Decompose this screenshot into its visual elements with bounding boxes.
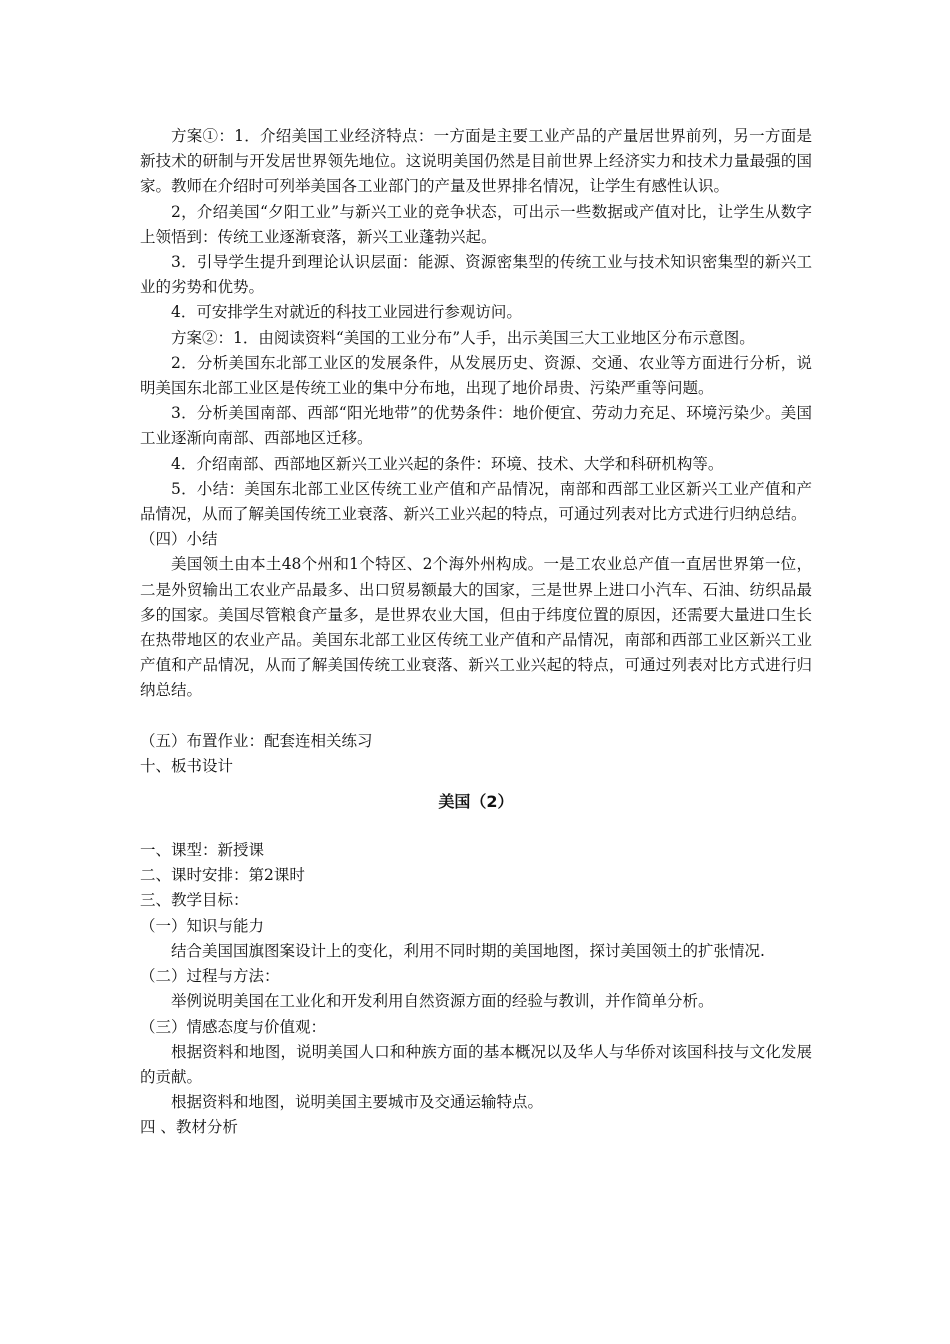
document-page (140, 124, 812, 1141)
plan-1-step-4: 4．可安排学生对就近的科技工业园进行参观访问。 (171, 303, 522, 322)
goal-2-text: 举例说明美国在工业化和开发利用自然资源方面的经验与教训，并作简单分析。 (171, 992, 714, 1011)
spacer (140, 704, 812, 729)
homework-line: （五）布置作业：配套连相关练习 (140, 731, 373, 750)
lesson-type: 一、课型：新授课 (140, 841, 265, 860)
goal-2-heading: （二）过程与方法： (140, 967, 280, 986)
plan-1-paragraph: 方案①：1．介绍美国工业经济特点：一方面是主要工业产品的产量居世界前列，另一方面是新技术的研制与开发居世界领先地位。这说明美国仍然是目前世界上经济实力和技术力量最强的国家。教师在介绍时可列举美国各工业部门的产量及世界排名情况，让学生有感性认识。 (140, 127, 812, 196)
goal-3-text-1: 根据资料和地图，说明美国人口和种族方面的基本概况以及华人与华侨对该国科技与文化发展的贡献。 (140, 1042, 812, 1086)
goal-3-text-2: 根据资料和地图，说明美国主要城市及交通运输特点。 (171, 1093, 544, 1112)
goal-1-text: 结合美国国旗图案设计上的变化，利用不同时期的美国地图，探讨美国领土的扩张情况. (171, 941, 765, 960)
lesson-hours: 二、课时安排：第2课时 (140, 866, 305, 885)
goal-3-heading: （三）情感态度与价值观： (140, 1017, 327, 1036)
goal-1-heading: （一）知识与能力 (140, 916, 265, 935)
plan-1-step-2: 2，介绍美国“夕阳工业”与新兴工业的竞争状态，可出示一些数据或产值对比，让学生从数字上领悟到：传统工业逐渐衰落，新兴工业蓬勃兴起。 (140, 202, 812, 246)
material-analysis-heading: 四 、教材分析 (140, 1118, 238, 1137)
plan-2-step-2: 2．分析美国东北部工业区的发展条件，从发展历史、资源、交通、农业等方面进行分析，说明美国东北部工业区是传统工业的集中分布地，出现了地价昂贵、污染严重等问题。 (140, 353, 812, 398)
lesson-title: 美国（2） (438, 792, 514, 812)
summary-heading: （四）小结 (140, 530, 218, 549)
teaching-goals-heading: 三、教学目标： (140, 891, 249, 910)
plan-2-step-4: 4．介绍南部、西部地区新兴工业兴起的条件：环境、技术、大学和科研机构等。 (171, 454, 724, 473)
plan-2-step-3: 3．分析美国南部、西部“阳光地带”的优势条件：地价便宜、劳动力充足、环境污染少。美国工业逐渐向南部、西部地区迁移。 (140, 404, 812, 448)
plan-2-step-5: 5．小结：美国东北部工业区传统工业产值和产品情况，南部和西部工业区新兴工业产值和产品情况，从而了解美国传统工业衰落、新兴工业兴起的特点，可通过列表对比方式进行归纳总结。 (140, 479, 812, 524)
board-design-heading: 十、板书设计 (140, 756, 234, 775)
plan-1-step-3: 3．引导学生提升到理论认识层面：能源、资源密集型的传统工业与技术知识密集型的新兴工业的劣势和优势。 (140, 253, 812, 297)
plan-2-paragraph: 方案②：1．由阅读资料“美国的工业分布”人手，出示美国三大工业地区分布示意图。 (171, 328, 755, 347)
summary-text: 美国领土由本土48个州和1个特区、2个海外州构成。一是工农业总产值一直居世界第一位，二是外贸输出工农业产品最多、出口贸易额最大的国家，三是世界上进口小汽车、石油、纺织品最多的国家。美国尽管粮食产量多，是世界农业大国，但由于纬度位置的原因，还需要大量进口生长在热带地区的农业产品。美国东北部工业区传统工业产值和产品情况，南部和西部工业区新兴工业产值和产品情况，从而了解美国传统工业衰落、新兴工业兴起的特点，可通过列表对比方式进行归纳总结。 (140, 555, 812, 700)
